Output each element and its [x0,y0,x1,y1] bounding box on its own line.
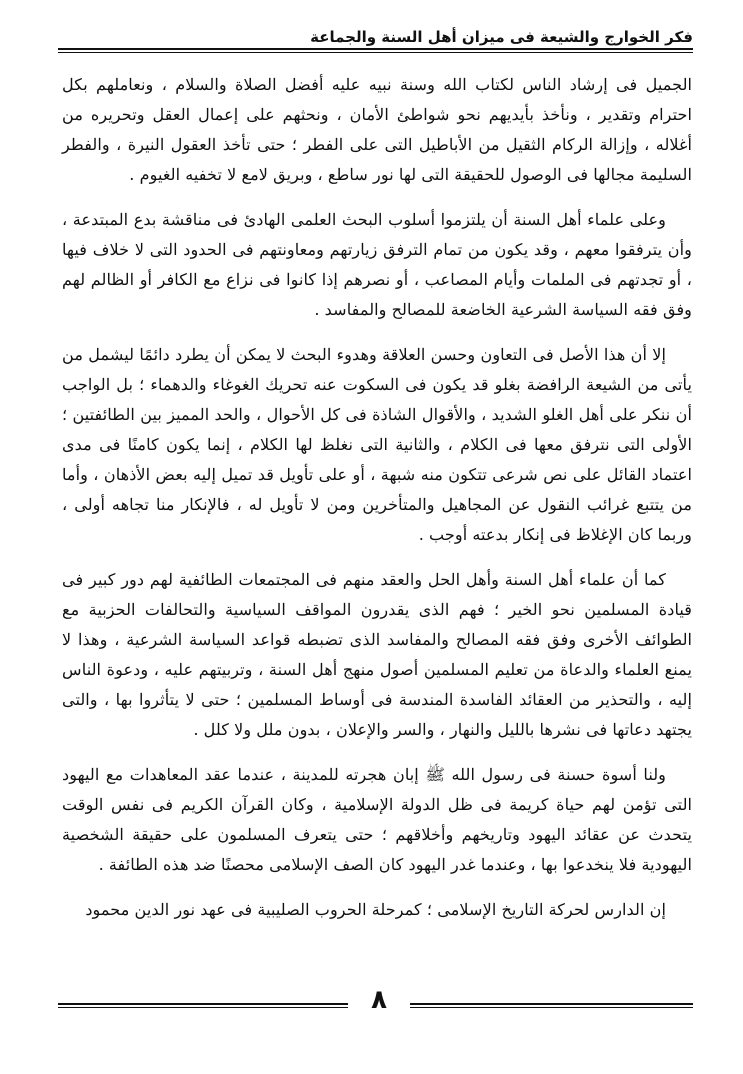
header-rule [58,48,693,50]
paragraph-4: كما أن علماء أهل السنة وأهل الحل والعقد منهم فى المجتمعات الطائفية لهم دور كبير فى قيادة المسلمين نحو الخير ؛ فهم الذى يقدرون المواقف السياسية والتحالفات الحزبية مع الطوائف الأخرى وفق فقه المصالح والمفاسد الذى تضبطه قواعد السياسة الشرعية ، وهذا لا يمنع العلماء والدعاة من تعليم المسلمين أصول منهج أهل السنة ، وتربيتهم عليه ، ودعوة الناس إليه ، والتحذير من العقائد الفاسدة المندسة فى أوساط المسلمين ؛ حتى لا يتأثروا بها ، والتى يجتهد دعاتها فى نشرها بالليل والنهار ، والسر والإعلان ، بدون ملل ولا كلل . [62,570,692,739]
header-rule-thin [58,52,693,53]
footer-rule-right [410,1003,693,1005]
running-title: فكر الخوارج والشيعة فى ميزان أهل السنة والجماعة [300,28,693,46]
footer-rule-left-thin [58,1007,348,1008]
footer-rule-right-thin [410,1007,693,1008]
paragraph-6: إن الدارس لحركة التاريخ الإسلامى ؛ كمرحلة الحروب الصليبية فى عهد نور الدين محمود [85,900,666,919]
paragraph-5: ولنا أسوة حسنة فى رسول الله ﷺ إبان هجرته للمدينة ، عندما عقد المعاهدات مع اليهود التى تؤمن لهم حياة كريمة فى ظل الدولة الإسلامية ، وكان القرآن الكريم فى نفس الوقت يتحدث عن عقائد اليهود وتاريخهم وأخلاقهم ؛ حتى يتعرف المسلمون على حقيقة الشخصية اليهودية فلا ينخدعوا بها ، وعندما غدر اليهود كان الصف الإسلامى محصنًا ضد هذه الطائفة . [62,765,692,874]
page-body [62,70,692,970]
page-number: ٨ [371,985,387,1015]
paragraph-1: الجميل فى إرشاد الناس لكتاب الله وسنة نبيه عليه أفضل الصلاة والسلام ، ونعاملهم بكل احترام وتقدير ، ونأخذ بأيديهم نحو شواطئ الأمان ، ونحثهم على إعمال العقل وتحريره من أغلاله ، وإزالة الركام الثقيل من الأباطيل التى على الفطر ؛ حتى تأخذ العقول النيرة ، والفطر السليمة مجالها فى الوصول للحقيقة التى لها نور ساطع ، وبريق لامع لا تخفيه الغيوم . [62,75,692,184]
paragraph-2: وعلى علماء أهل السنة أن يلتزموا أسلوب البحث العلمى الهادئ فى مناقشة بدع المبتدعة ، وأن يترفقوا معهم ، وقد يكون من تمام الترفق زيارتهم ومعاونتهم فى الحدود التى لا خلاف فيها ، أو تجدتهم فى الملمات وأيام المصاعب ، أو نصرهم إذا كانوا فى نزاع مع الكافر أو الظالم لهم وفق فقه السياسة الشرعية الخاضعة للمصالح والمفاسد . [62,210,692,319]
paragraph-3: إلا أن هذا الأصل فى التعاون وحسن العلاقة وهدوء البحث لا يمكن أن يطرد دائمًا ليشمل من يأتى من الشيعة الرافضة بغلو قد يكون فى السكوت عنه تحريك الغوغاء والدهماء ؛ بل الواجب أن ننكر على أهل الغلو الشديد ، والأقوال الشاذة فى كل الأحوال ، والحد المميز بين الطائفتين ؛ الأولى التى نترفق معها فى الكلام ، والثانية التى نغلظ لها الكلام ، إنما يكون كامنًا فى مدى اعتماد القائل على نص شرعى تتكون منه شبهة ، أو على تأويل قد تميل إليه بعض الأذهان ، وأما من يتتبع غرائب النقول عن المجاهيل والمتأخرين ومن لا تأويل له ، فالإنكار منا تجاهه أولى ، وربما كان الإغلاظ فى إنكار بدعته أوجب . [62,345,692,544]
footer-rule-left [58,1003,348,1005]
